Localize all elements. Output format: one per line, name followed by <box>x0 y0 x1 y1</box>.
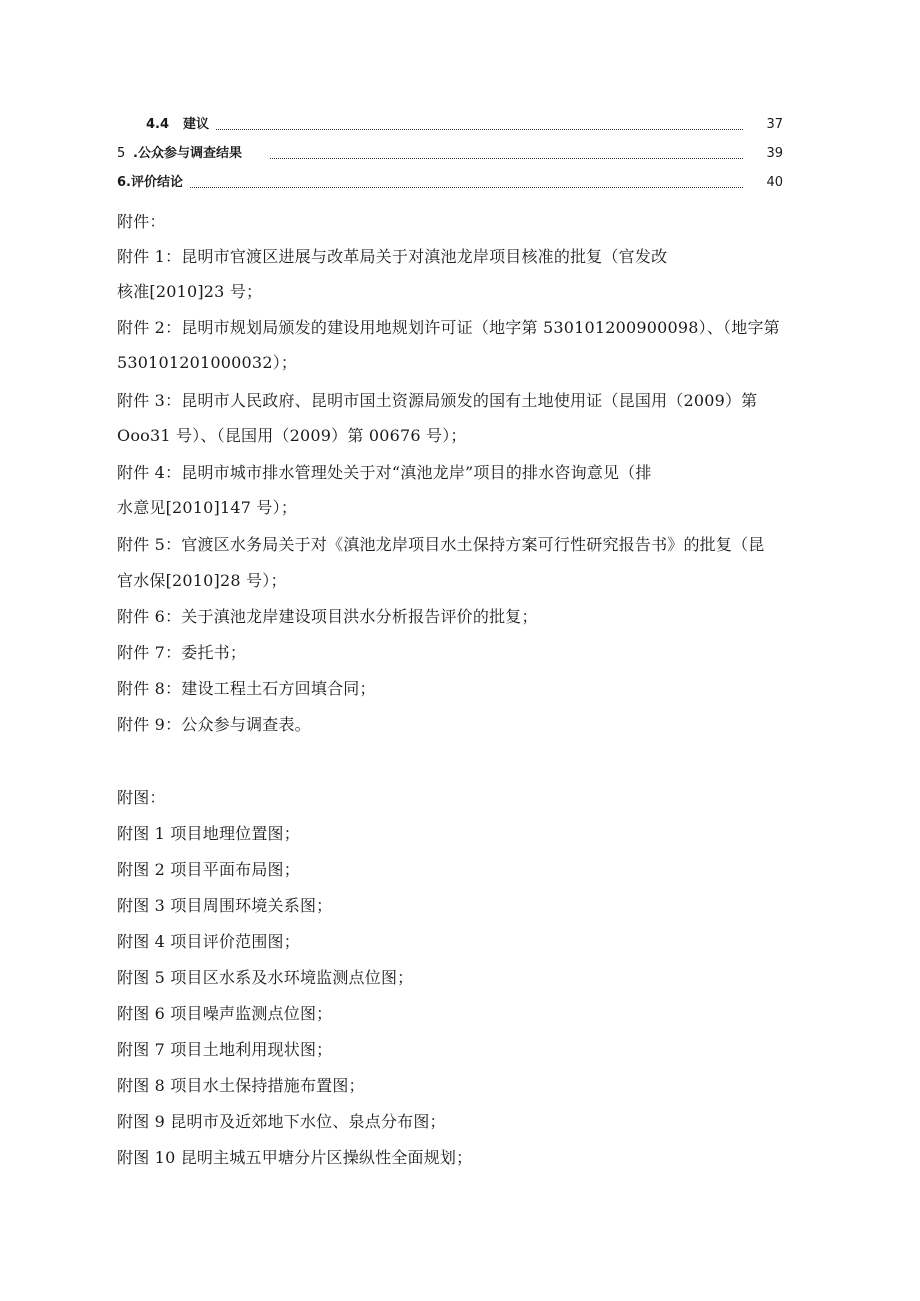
toc-title: 建议 <box>183 117 210 132</box>
attachment-line: 附件 5：官渡区水务局关于对《滇池龙岸项目水土保持方案可行性研究报告书》的批复（昆 <box>117 535 765 554</box>
figure-line: 附图 6 项目噪声监测点位图； <box>117 1004 333 1023</box>
figure-line: 附图 7 项目土地利用现状图； <box>117 1040 333 1059</box>
toc-number: 5 <box>117 146 126 161</box>
attachment-line: 附件 9：公众参与调查表。 <box>117 715 311 734</box>
figure-line: 附图 4 项目评价范围图； <box>117 932 300 951</box>
figure-line: 附图 9 昆明市及近郊地下水位、泉点分布图； <box>117 1112 446 1131</box>
figure-line: 附图 10 昆明主城五甲塘分片区操纵性全面规划； <box>117 1148 473 1167</box>
attachment-line: 530101201000032）； <box>117 353 298 372</box>
toc-leader-dots <box>270 158 743 159</box>
toc-leader-dots <box>190 187 743 188</box>
toc-row[interactable] <box>0 172 920 194</box>
toc-title: .公众参与调查结果 <box>133 146 242 161</box>
figures-heading: 附图： <box>117 788 166 807</box>
figure-line: 附图 2 项目平面布局图； <box>117 860 300 879</box>
figure-line: 附图 3 项目周围环境关系图； <box>117 896 333 915</box>
toc-page-number: 39 <box>766 146 783 161</box>
attachment-line: 附件 3：昆明市人民政府、昆明市国土资源局颁发的国有土地使用证（昆国用（2009）第 <box>117 391 758 410</box>
attachment-line: 附件 8：建设工程土石方回填合同； <box>117 679 376 698</box>
toc-row[interactable] <box>0 114 920 136</box>
figure-line: 附图 8 项目水土保持措施布置图； <box>117 1076 365 1095</box>
toc-leader-dots <box>216 129 743 130</box>
toc-title: 6.评价结论 <box>117 175 183 190</box>
attachment-line: 水意见[2010]147 号）； <box>117 498 298 517</box>
attachment-line: 附件 2：昆明市规划局颁发的建设用地规划许可证（地字第 530101200900098）、（地字第 <box>117 318 780 337</box>
toc-number: 4.4 <box>146 117 170 132</box>
attachment-line: 官水保[2010]28 号）； <box>117 571 287 590</box>
toc-page-number: 40 <box>766 175 783 190</box>
attachment-line: 附件 6：关于滇池龙岸建设项目洪水分析报告评价的批复； <box>117 607 538 626</box>
figure-line: 附图 1 项目地理位置图； <box>117 824 300 843</box>
attachment-line: 附件 1：昆明市官渡区进展与改革局关于对滇池龙岸项目核准的批复（官发改 <box>117 247 668 266</box>
attachment-line: 附件 4：昆明市城市排水管理处关于对“滇池龙岸”项目的排水咨询意见（排 <box>117 463 652 482</box>
figure-line: 附图 5 项目区水系及水环境监测点位图； <box>117 968 414 987</box>
attachment-line: Ooo31 号）、（昆国用（2009）第 00676 号）； <box>117 426 467 445</box>
attachment-line: 附件 7：委托书； <box>117 643 247 662</box>
attachments-heading: 附件： <box>117 212 166 231</box>
toc-page-number: 37 <box>766 117 783 132</box>
attachment-line: 核准[2010]23 号； <box>117 282 263 301</box>
toc-row[interactable] <box>0 143 920 165</box>
